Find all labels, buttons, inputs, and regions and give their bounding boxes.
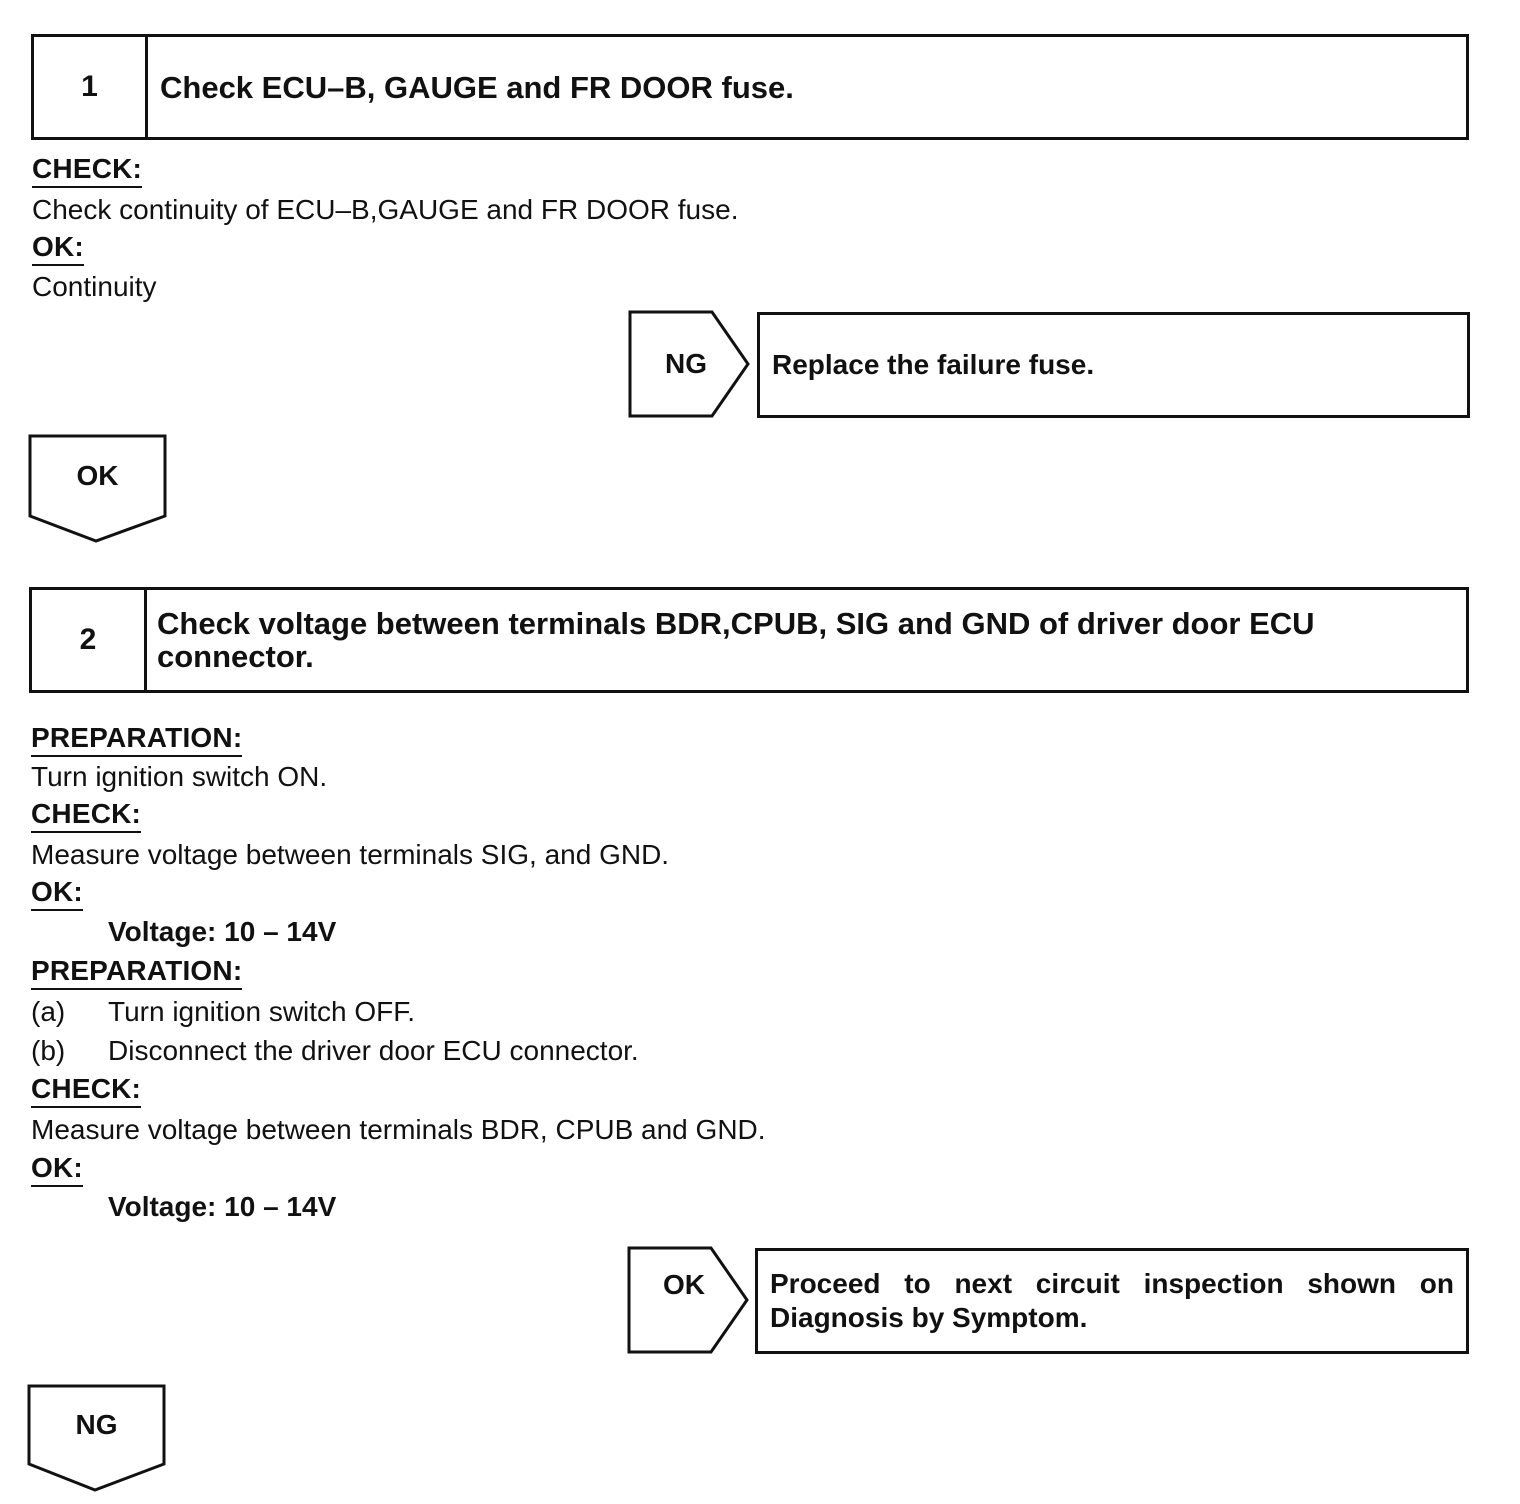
check-label: CHECK: [31,798,141,833]
ng-arrow-label: NG [75,1409,118,1440]
step-1-header [31,34,1469,140]
preparation-label: PREPARATION: [31,722,242,757]
check-text: Check continuity of ECU–B,GAUGE and FR DOOR fuse. [32,194,739,225]
step-2-title: Check voltage between terminals BDR,CPUB, SIG and GND of driver door ECU connector. [157,606,1315,674]
ok-label: OK: [31,1152,83,1187]
ok-arrow-label: OK [76,460,119,491]
ok-result-box [755,1248,1469,1354]
preparation-label: PREPARATION: [31,955,242,990]
step-2-header [29,587,1469,693]
ok-voltage-value: Voltage: 10 – 14V [108,916,337,947]
list-item-text: Disconnect the driver door ECU connector. [108,1035,639,1066]
list-item-marker: (a) [31,996,66,1027]
ok-voltage-value: Voltage: 10 – 14V [108,1191,337,1222]
preparation-text: Turn ignition switch ON. [31,761,328,792]
ng-result-box [757,312,1470,418]
ok-text: Continuity [32,271,157,302]
step-1-title: Check ECU–B, GAUGE and FR DOOR fuse. [160,69,794,105]
check-text: Measure voltage between terminals BDR, CPUB and GND. [31,1114,766,1145]
ok-label: OK: [32,231,84,266]
step-1-number: 1 [34,37,148,137]
ng-arrow-label: NG [665,348,707,379]
ok-arrow-label: OK [663,1269,705,1300]
ng-result-text: Replace the failure fuse. [772,349,1095,380]
check-label: CHECK: [31,1073,141,1108]
ok-result-text: Proceed to next circuit inspection shown on Diagnosis by Symptom. [770,1268,1454,1333]
step-2-number: 2 [32,590,147,690]
check-label: CHECK: [32,153,142,188]
list-item-marker: (b) [31,1035,66,1066]
ok-label: OK: [31,876,83,911]
check-text: Measure voltage between terminals SIG, and GND. [31,839,670,870]
list-item-text: Turn ignition switch OFF. [108,996,416,1027]
